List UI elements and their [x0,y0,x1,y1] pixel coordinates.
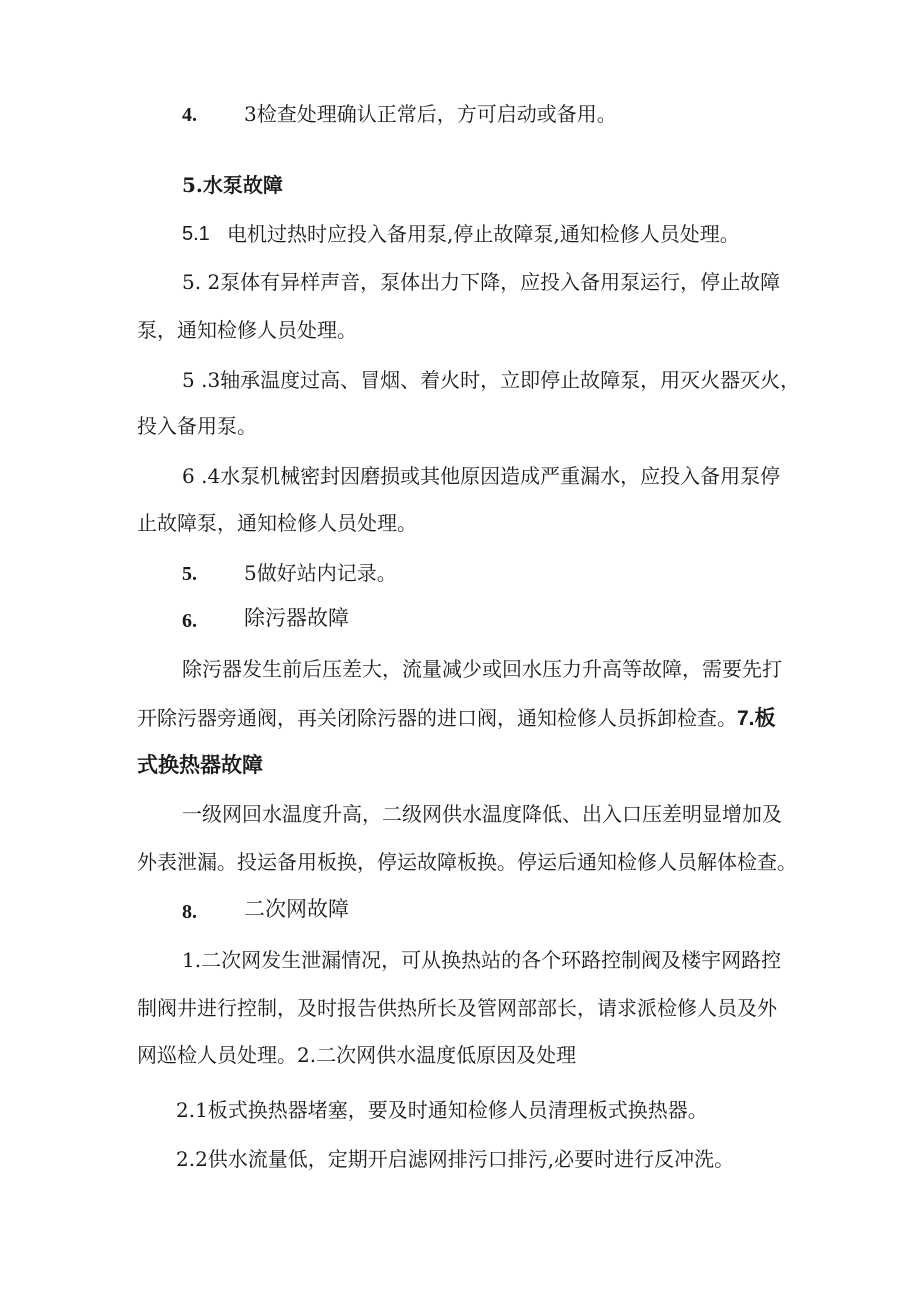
item-5-3-line1: 5 .3轴承温度过高、冒烟、着火时，立即停止故障泵，用灭火器灭火， [182,368,801,392]
item-5-2-line1: 5. 2泵体有异样声音，泵体出力下降，应投入备用泵运行，停止故障 [182,270,781,294]
item-5-5-number: 5. [182,563,197,585]
item-6-4-line2: 止故障泵，通知检修人员处理。 [137,511,417,535]
item-2-1: 2.1板式换热器堵塞，要及时通知检修人员清理板式换热器。 [176,1098,708,1122]
section-8-heading: 二次网故障 [244,898,349,921]
section-6-heading: 除污器故障 [244,607,349,630]
section-6-number: 6. [182,610,197,632]
item-4-text: 3检查处理确认正常后，方可启动或备用。 [244,102,617,126]
section-8-number: 8. [182,901,197,923]
section-7-heading-start: 7.板 [737,707,776,730]
item-8-1-line3: 网巡检人员处理。2.二次网供水温度低原因及处理 [137,1043,577,1067]
section-7-heading-end: 式换热器故障 [137,754,263,777]
item-8-1-line2: 制阀井进行控制，及时报告供热所长及管网部部长，请求派检修人员及外 [137,996,777,1020]
item-5-3-line2: 投入备用泵。 [137,414,257,438]
item-4-number: 4. [182,104,197,126]
section-7-paragraph-line2: 外表泄漏。投运备用板换，停运故障板换。停运后通知检修人员解体检查。 [137,850,797,874]
section-6-paragraph-line1: 除污器发生前后压差大，流量减少或回水压力升高等故障，需要先打 [182,657,782,681]
section-5-heading: 5.水泵故障 [182,173,283,197]
item-2-2: 2.2供水流量低，定期开启滤网排污口排污,必要时进行反冲洗。 [176,1147,735,1171]
item-6-4-line1: 6 .4水泵机械密封因磨损或其他原因造成严重漏水，应投入备用泵停 [182,464,781,488]
item-5-1-text: 电机过热时应投入备用泵,停止故障泵,通知检修人员处理。 [227,222,740,246]
item-5-1-number: 5.1 [182,223,210,245]
item-5-2-line2: 泵，通知检修人员处理。 [137,318,357,342]
item-8-1-line1: 1.二次网发生泄漏情况，可从换热站的各个环路控制阀及楼宇网路控 [182,948,782,972]
section-6-paragraph-line2: 开除污器旁通阀，再关闭除污器的进口阀，通知检修人员拆卸检查。7.板 [137,706,776,730]
section-7-paragraph-line1: 一级网回水温度升高，二级网供水温度降低、出入口压差明显增加及 [182,802,782,826]
item-5-5-text: 5做好站内记录。 [244,561,397,585]
